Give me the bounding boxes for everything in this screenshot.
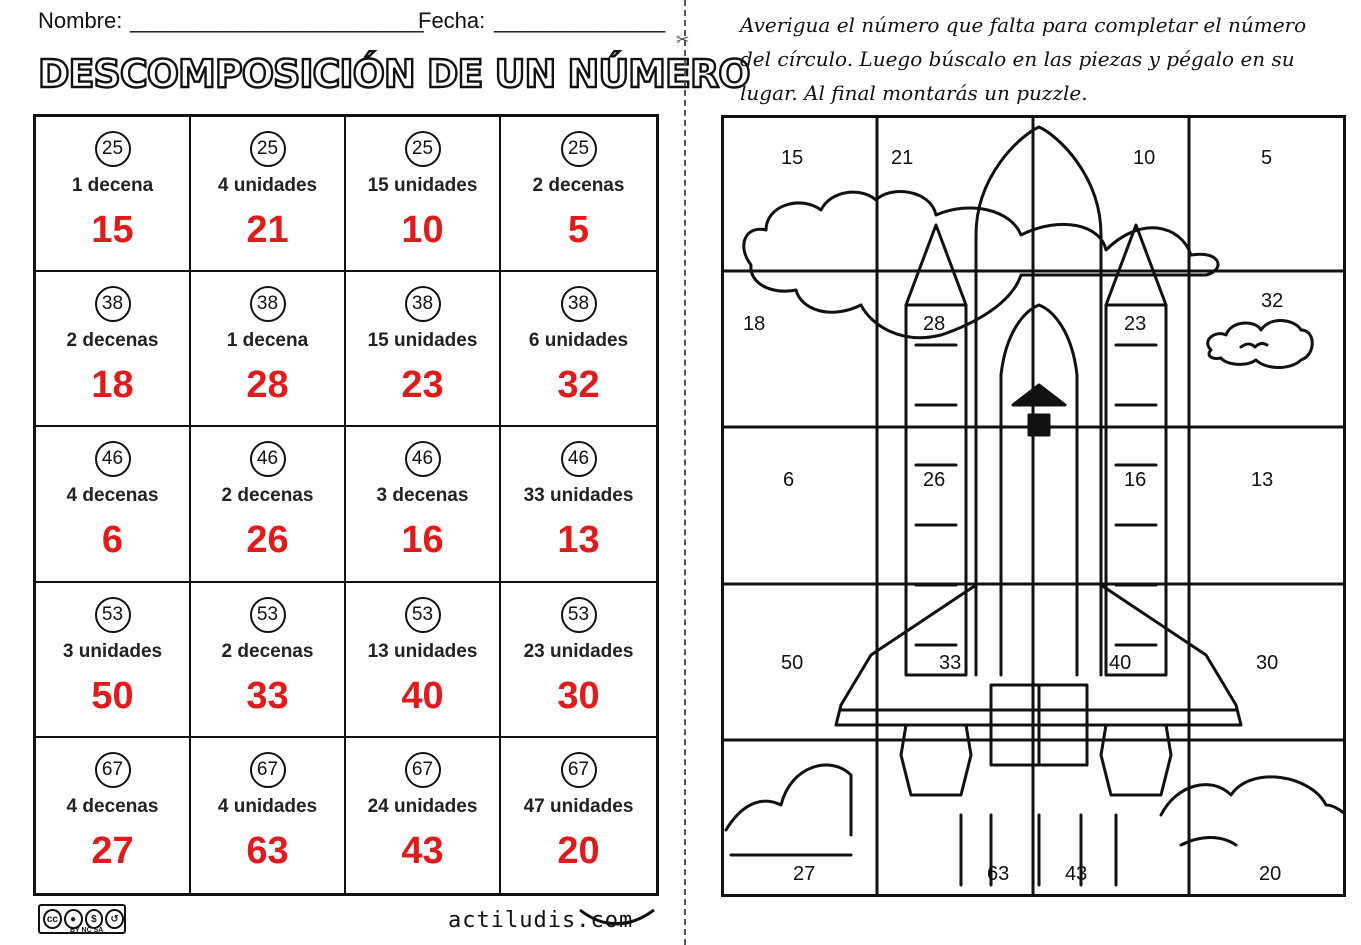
puzzle-piece-number: 50 bbox=[781, 652, 804, 674]
answer-number: 5 bbox=[567, 209, 590, 251]
nc-icon: $ bbox=[85, 909, 104, 929]
answer-number: 6 bbox=[101, 519, 124, 562]
cut-line bbox=[684, 0, 686, 945]
target-number-circle: 25 bbox=[95, 131, 131, 167]
puzzle-piece-number: 27 bbox=[793, 863, 816, 885]
answer-number: 43 bbox=[401, 829, 444, 872]
decomposition-hint: 4 unidades bbox=[217, 175, 318, 196]
answer-number: 21 bbox=[246, 209, 289, 251]
license-text: BY NC SA bbox=[70, 927, 104, 934]
decomposition-hint: 3 decenas bbox=[376, 485, 469, 507]
puzzle-piece-number: 13 bbox=[1251, 469, 1274, 491]
grid-cell bbox=[501, 738, 656, 893]
puzzle-piece-number: 30 bbox=[1256, 652, 1279, 674]
puzzle-piece-number: 40 bbox=[1109, 652, 1132, 674]
target-number-circle: 46 bbox=[250, 441, 286, 477]
scissors-icon: ✂ bbox=[676, 32, 690, 49]
target-number-circle: 25 bbox=[561, 131, 597, 167]
puzzle-piece-number: 28 bbox=[923, 313, 946, 335]
decomposition-hint: 1 decena bbox=[226, 330, 309, 352]
date-label: Fecha: bbox=[418, 8, 486, 33]
puzzle-piece-number: 5 bbox=[1261, 147, 1273, 169]
grid-cell bbox=[36, 117, 191, 272]
grid-cell bbox=[501, 117, 656, 272]
decomposition-hint: 15 unidades bbox=[367, 330, 478, 352]
decomposition-hint: 3 unidades bbox=[62, 640, 163, 662]
grid-cell bbox=[346, 272, 501, 427]
decomposition-hint: 4 decenas bbox=[66, 795, 159, 817]
target-number-circle: 46 bbox=[561, 441, 597, 477]
target-number-circle: 46 bbox=[95, 441, 131, 477]
target-number-circle: 67 bbox=[250, 752, 286, 788]
decomposition-hint: 2 decenas bbox=[532, 175, 625, 196]
puzzle-board bbox=[721, 115, 1346, 897]
grid-cell bbox=[36, 738, 191, 893]
answer-number: 33 bbox=[246, 674, 289, 717]
decomposition-hint: 33 unidades bbox=[523, 485, 634, 507]
grid-cell bbox=[501, 427, 656, 582]
puzzle-piece-number: 10 bbox=[1133, 147, 1156, 169]
instructions: Averigua el número que falta para completar el número del círculo. Luego búscalo en las piezas y pégalo en su lugar. Al final montarás un puzzle. bbox=[740, 13, 1307, 105]
answer-number: 28 bbox=[246, 364, 289, 407]
puzzle-piece-number: 6 bbox=[783, 469, 795, 491]
by-icon: ● bbox=[64, 909, 83, 929]
answer-number: 63 bbox=[246, 829, 289, 872]
answer-number: 20 bbox=[557, 829, 600, 872]
puzzle-piece-number: 43 bbox=[1065, 863, 1088, 885]
target-number-circle: 53 bbox=[250, 597, 286, 633]
grid-cell bbox=[36, 272, 191, 427]
name-line[interactable]: ________________________ bbox=[130, 8, 424, 33]
decomposition-hint: 13 unidades bbox=[367, 640, 478, 662]
answer-number: 13 bbox=[557, 519, 600, 562]
target-number-circle: 53 bbox=[405, 597, 441, 633]
grid-cell bbox=[501, 583, 656, 738]
decomposition-hint: 4 decenas bbox=[66, 485, 159, 507]
puzzle-piece-number: 23 bbox=[1124, 313, 1147, 335]
grid-cell bbox=[346, 738, 501, 893]
target-number-circle: 67 bbox=[95, 752, 131, 788]
target-number-circle: 67 bbox=[561, 752, 597, 788]
answer-number: 15 bbox=[91, 209, 134, 251]
decomposition-hint: 24 unidades bbox=[367, 795, 478, 817]
grid-cell bbox=[36, 583, 191, 738]
target-number-circle: 25 bbox=[250, 131, 286, 167]
grid-cell bbox=[191, 117, 346, 272]
rocket-illustration bbox=[721, 115, 1346, 897]
cc-icon: cc bbox=[43, 909, 62, 929]
decomposition-hint: 47 unidades bbox=[523, 795, 634, 817]
sa-icon: ↺ bbox=[105, 909, 124, 929]
grid-cell bbox=[191, 583, 346, 738]
decomposition-hint: 23 unidades bbox=[523, 640, 634, 662]
decomposition-hint: 6 unidades bbox=[528, 330, 629, 352]
decomposition-grid bbox=[33, 114, 659, 896]
answer-number: 27 bbox=[91, 829, 134, 872]
decomposition-hint: 1 decena bbox=[71, 175, 154, 196]
decomposition-hint: 2 decenas bbox=[66, 330, 159, 352]
puzzle-piece-number: 63 bbox=[987, 863, 1010, 885]
target-number-circle: 53 bbox=[561, 597, 597, 633]
answer-number: 26 bbox=[246, 519, 289, 562]
smile-logo-icon bbox=[576, 902, 658, 936]
target-number-circle: 53 bbox=[95, 597, 131, 633]
grid-cell bbox=[501, 272, 656, 427]
answer-number: 16 bbox=[401, 519, 444, 562]
answer-number: 18 bbox=[91, 364, 134, 407]
decomposition-hint: 4 unidades bbox=[217, 795, 318, 817]
target-number-circle: 38 bbox=[405, 286, 441, 322]
puzzle-piece-number: 26 bbox=[923, 469, 946, 491]
puzzle-piece-number: 15 bbox=[781, 147, 804, 169]
target-number-circle: 46 bbox=[405, 441, 441, 477]
name-label: Nombre: bbox=[38, 8, 123, 33]
puzzle-piece-number: 33 bbox=[939, 652, 962, 674]
grid-cell bbox=[36, 427, 191, 582]
answer-number: 50 bbox=[91, 674, 134, 717]
grid-cell bbox=[346, 427, 501, 582]
grid-cell bbox=[191, 738, 346, 893]
decomposition-hint: 2 decenas bbox=[221, 485, 314, 507]
decomposition-hint: 15 unidades bbox=[367, 175, 478, 196]
puzzle-piece-number: 20 bbox=[1259, 863, 1282, 885]
date-line[interactable]: ______________ bbox=[494, 8, 666, 33]
puzzle-piece-number: 32 bbox=[1261, 290, 1284, 312]
target-number-circle: 67 bbox=[405, 752, 441, 788]
answer-number: 32 bbox=[557, 364, 600, 407]
puzzle-piece-number: 21 bbox=[891, 147, 914, 169]
grid-cell bbox=[346, 583, 501, 738]
target-number-circle: 38 bbox=[95, 286, 131, 322]
answer-number: 40 bbox=[401, 674, 444, 717]
answer-number: 10 bbox=[401, 209, 444, 251]
grid-cell bbox=[191, 427, 346, 582]
target-number-circle: 38 bbox=[561, 286, 597, 322]
answer-number: 30 bbox=[557, 674, 600, 717]
target-number-circle: 25 bbox=[405, 131, 441, 167]
brand-link[interactable]: actiludis.com bbox=[448, 908, 634, 933]
grid-cell bbox=[191, 272, 346, 427]
decomposition-hint: 2 decenas bbox=[221, 640, 314, 662]
puzzle-piece-number: 16 bbox=[1124, 469, 1147, 491]
target-number-circle: 38 bbox=[250, 286, 286, 322]
puzzle-piece-number: 18 bbox=[743, 313, 766, 335]
grid-cell bbox=[346, 117, 501, 272]
answer-number: 23 bbox=[401, 364, 444, 407]
page-title: DESCOMPOSICIÓN DE UN NÚMERO bbox=[38, 52, 750, 96]
